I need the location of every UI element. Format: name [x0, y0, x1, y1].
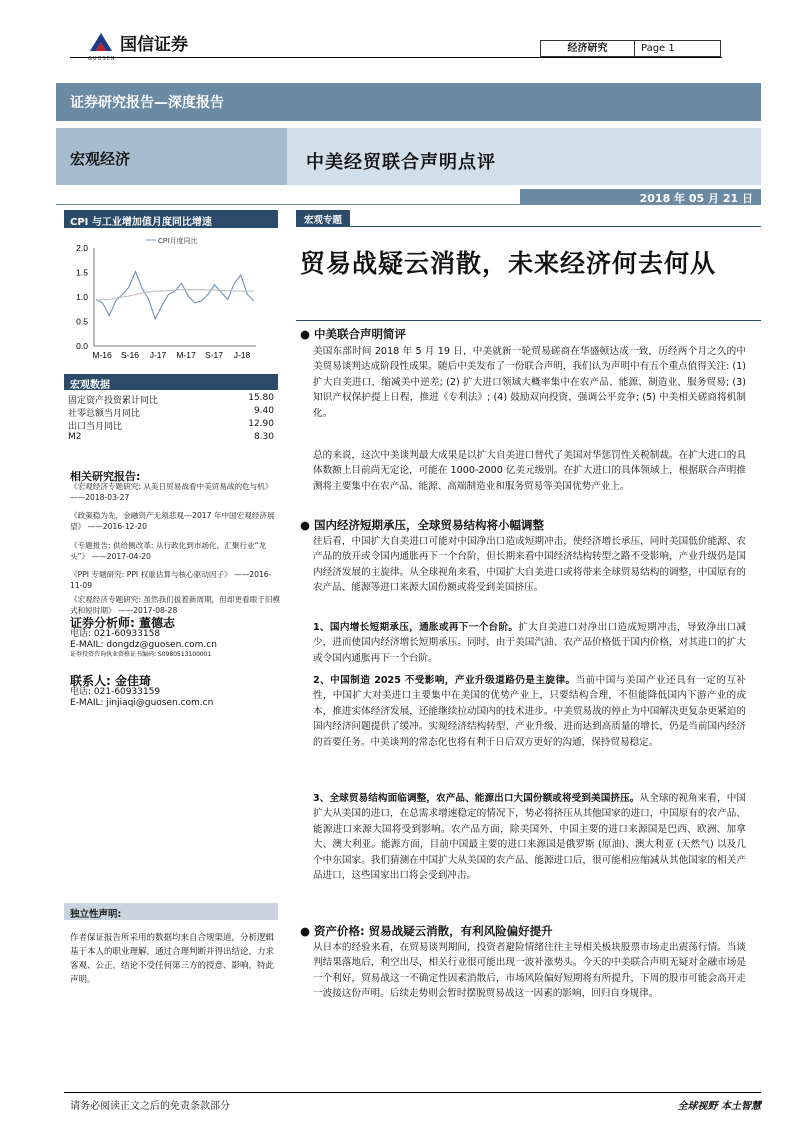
macro-row: [68, 406, 280, 419]
macro-row: [68, 419, 280, 432]
section-heading-1: ● 中美联合声明简评: [300, 327, 407, 341]
related-title: 相关研究报告:: [70, 470, 141, 483]
chart-legend-label: CPI月度同比: [158, 238, 198, 245]
chart-y-tick: 1.0: [76, 292, 88, 302]
macro-value: 15.80: [248, 393, 274, 403]
chart-x-tick: S-17: [205, 350, 223, 360]
paragraph-6-lead: 3、全球贸易结构面临调整，农产品、能源出口大国份额或将受到美国挤压。: [313, 793, 640, 804]
chart-y-tick: 2.0: [76, 243, 88, 253]
title-band-left: [56, 128, 287, 185]
chart-y-tick: 0.0: [76, 341, 88, 351]
macro-value: 8.30: [253, 432, 274, 442]
analyst-contact: [70, 629, 284, 661]
chart-x-tick: S-16: [121, 350, 139, 360]
chart-y-tick: 0.5: [76, 316, 88, 327]
cpi-chart: [64, 230, 278, 374]
section-heading-2: ● 国内经济短期承压，全球贸易结构将小幅调整: [300, 518, 545, 532]
footer-rule: [64, 1092, 761, 1093]
contact-name: 联系人: 金佳琦: [70, 674, 151, 688]
independence-text: 作者保证报告所采用的数据均来自合规渠道，分析逻辑基于本人的职业理解，通过合理判断并得出结论，力求客观、公正，结论不受任何第三方的授意、影响，特此声明。: [70, 933, 275, 985]
logo-mark-icon: [88, 31, 114, 55]
report-type-band: [56, 83, 761, 121]
independence-title: 独立性声明:: [64, 903, 278, 920]
macro-data-title: 宏观数据: [64, 374, 278, 390]
analyst-cert: 证券投资咨询执业资格证书编码: S0980513100001: [70, 651, 212, 658]
section-tag: 宏观专题: [296, 210, 350, 226]
report-title: 中美经贸联合声明点评: [306, 152, 496, 173]
paragraph-2: 总的来说，这次中美谈判最大成果是以扩大自美进口替代了美国对华惩罚性关税制裁。在扩大进口的具体数额上目前尚无定论，可能在 1000-2000 亿美元级别。在扩大进口的具体领域上，根据联合声明推测将主要集中在农产品、能源、高端制造业和服务贸易等美国优势产业上。: [313, 450, 746, 492]
footer-disclaimer[interactable]: 请务必阅读正文之后的免责条款部分: [70, 1101, 230, 1112]
section-heading-3: ● 资产价格: 贸易战疑云消散，有利风险偏好提升: [300, 924, 553, 938]
macro-key: 出口当月同比: [68, 422, 123, 432]
header-rule: [70, 57, 722, 58]
paragraph-6: [313, 791, 746, 883]
page-number: Page 1: [641, 43, 675, 54]
paragraph-5: [313, 673, 746, 750]
macro-key: M2: [68, 432, 82, 442]
chart-x-tick: M-17: [176, 350, 196, 360]
main-title: 贸易战疑云消散，未来经济何去何从: [300, 249, 717, 278]
macro-value: 12.90: [248, 419, 274, 429]
paragraph-6-text: 从全球的视角来看，中国扩大从美国的进口，在总需求增速稳定的情况下，势必将挤压从其他国家的进口，中国原有的农产品、能源进口来源大国将受到影响。农产品方面，除美国外，中国主要的进口来源国是巴西、欧洲、加拿大、澳大利亚。能源方面，目前中国最主要的进口来源国是俄罗斯 (原油)、澳大利亚 (天然气) 以及几个中东国家。我们猜测在中国扩大从美国的农产品、能源进口后，很可能相应缩减从其他国家的相关产品进口，这些国家出口将会受到冲击。: [313, 793, 746, 882]
section-heading-2-text: 国内经济短期承压，全球贸易结构将小幅调整: [314, 518, 545, 532]
related-report-item[interactable]: 《PPI 专题研究: PPI 权重估算与核心驱动因子》 ——2016-11-09: [70, 570, 272, 590]
analyst-phone: 电话: 021-60933158: [70, 629, 161, 639]
chart-x-tick: M-16: [92, 350, 112, 360]
related-report-item[interactable]: 《政策稳为先，金融资产无须悲观---2017 年中国宏观经济展望》 ——2016-12-20: [70, 511, 275, 531]
report-date: 2018 年 05 月 21 日: [520, 189, 761, 205]
paragraph-5-lead: 2、中国制造 2025 不受影响，产业升级道路仍是主旋律。: [313, 675, 576, 686]
company-logo: [88, 30, 188, 55]
header-category: 经济研究: [541, 41, 635, 56]
contact-info: [70, 687, 284, 708]
title-band: [56, 128, 761, 185]
paragraph-4: [313, 620, 746, 666]
analyst-name: 证券分析师: 董德志: [70, 616, 175, 630]
footer-slogan: 全球视野 本土智慧: [677, 1101, 761, 1112]
macro-row: [68, 432, 280, 442]
paragraph-4-lead: 1、国内增长短期承压，通胀或再下一个台阶。: [313, 622, 519, 633]
chart-series-line: [96, 272, 254, 320]
logo-subtext: GUOSEN: [88, 56, 116, 62]
related-report-item[interactable]: 《专题报告: 供给侧改革: 从行政化到市场化，汇聚行业“龙头”》 ——2017-04-20: [70, 541, 267, 561]
header-box: [540, 40, 721, 57]
paragraph-3: 往后看，中国扩大自美进口可能对中国净出口造成短期冲击，使经济增长承压，同时美国低价能源、农产品的放开或令国内通胀再下一个台阶，但长期来看中国经济结构转型之路不受影响，产业升级仍是国内经济发展的主旋律。从全球视角来看，中国扩大自美进口或将带来全球贸易结构的调整，中国原有的农产品、能源等进口来源大国份额或将受到美国挤压。: [313, 536, 746, 594]
logo-text: 国信证券: [120, 35, 188, 55]
contact-phone: 电话: 021-60933159: [70, 687, 161, 697]
chart-x-tick: J-18: [233, 350, 251, 360]
contact-email[interactable]: E-MAIL: jinjiaqi@guosen.com.cn: [70, 697, 214, 708]
paragraph-7: 从日本的经验来看，在贸易谈判期间，投资者避险情绪往往主导相关板块股票市场走出震荡行情。当谈判结果落地后，利空出尽，相关行业很可能出现一波补涨势头。今天的中美联合声明无疑对金融市场是一个利好，贸易战这一不确定性因素消散后，市场风险偏好短期将有所提升，下周的股市可能会高开走一波接这份声明。后续走势则会暂时摆脱贸易战这一因素的影响，回归自身规律。: [313, 942, 746, 1000]
date-rule: [56, 204, 761, 205]
analyst-email[interactable]: E-MAIL: dongdz@guosen.com.cn: [70, 639, 217, 650]
chart-x-tick: J-17: [149, 350, 167, 360]
paragraph-4-text: 扩大自美进口对净出口造成短期冲击，导致净出口减少，进而使国内经济增长短期承压。同时，由于美国汽油、农产品价格低于国内价格，对其进口的扩大或令国内通胀再下一个台阶。: [313, 622, 746, 664]
section-heading-1-text: 中美联合声明简评: [314, 327, 407, 341]
section-heading-3-text: 贸易战疑云消散，有利风险偏好提升: [368, 924, 553, 938]
macro-value: 9.40: [253, 406, 274, 416]
paragraph-5-text: 当前中国与美国产业还具有一定的互补性，中国扩大对美进口主要集中在美国的优势产业上，只要结构合理，不但能降低国内下游产业的成本，推进实体经济发展，还能继续拉动国内的技术进步。中美贸易战的停止为中国解决更复杂更紧迫的国内经济问题提供了缓冲。实现经济结构转型、产业升级、进而达到高质量的增长，仍是当前国内经济的首要任务。中美谈判的常态化也将有利于日后双方更好的沟通，保持贸易稳定。: [313, 675, 747, 748]
macro-key: 社零总额当月同比: [68, 409, 141, 419]
tag-rule: [296, 226, 761, 227]
sector-label: 宏观经济: [70, 150, 131, 168]
title-rule: [296, 320, 761, 321]
related-report-item[interactable]: 《宏观经济专题研究: 虽然我们拔着新周期，但却更看眼于旧模式和短时期》 ——2017-08-28: [70, 595, 281, 615]
report-type: 证券研究报告—深度报告: [70, 95, 224, 111]
macro-row: [68, 393, 280, 406]
related-report-item[interactable]: 《宏观经济专题研究: 从美日贸易战看中美贸易战的危与机》 ——2018-03-27: [70, 482, 273, 502]
chart-title: CPI 与工业增加值月度同比增速: [64, 210, 278, 228]
cpi-chart-svg: [64, 230, 278, 370]
macro-key: 固定资产投资累计同比: [68, 396, 159, 406]
section-heading-3-label: 资产价格:: [314, 924, 365, 938]
paragraph-1: 美国东部时间 2018 年 5 月 19 日，中美就新一轮贸易磋商在华盛顿达成一致，历经两个月之久的中美贸易谈判达成阶段性成果。随后中美发布了一份联合声明，我们认为声明中有五个重点值得关注: (1) 扩大自美进口，缩减美中逆差; (2) 扩大进口领域大概率集中在农产品、能源、制造业、服务贸易; (3) 知识产权保护提上日程，推进《专利法》; (4) 鼓励双向投资，强调公平竞争; (5) 中美相关磋商将机制化。: [313, 346, 746, 419]
chart-y-tick: 1.5: [76, 267, 88, 278]
